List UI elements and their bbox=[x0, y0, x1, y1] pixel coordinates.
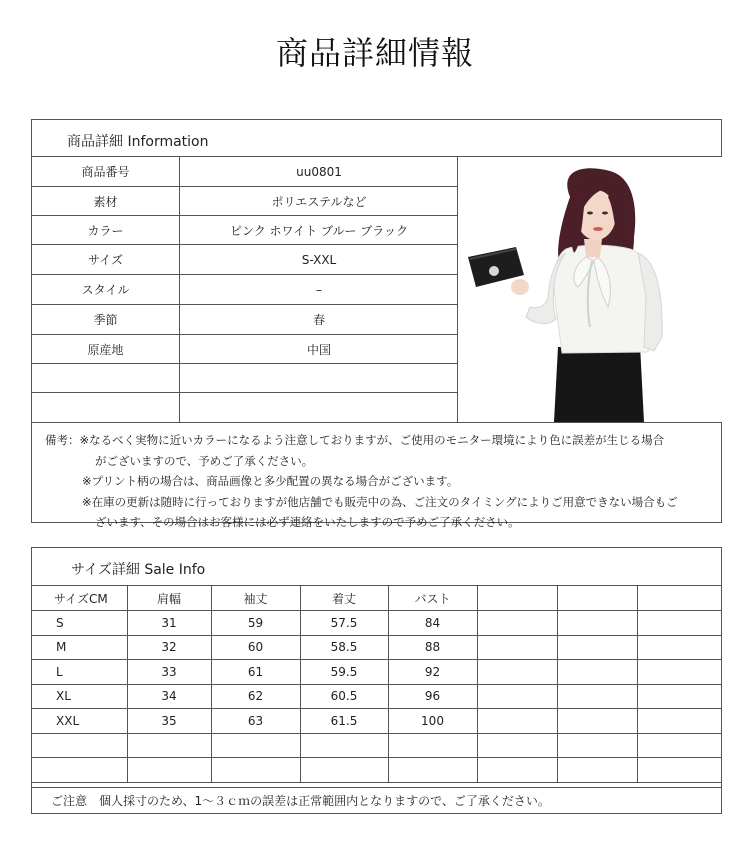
size-table-header-cell: バスト bbox=[388, 586, 477, 611]
remarks bbox=[32, 422, 721, 529]
size-table-cell bbox=[477, 709, 557, 734]
size-table-cell: 62 bbox=[211, 684, 300, 709]
size-table-cell bbox=[477, 733, 557, 758]
spec-row bbox=[32, 245, 458, 275]
size-table-cell: 59.5 bbox=[300, 660, 388, 685]
size-table-header-cell bbox=[557, 586, 637, 611]
size-table-cell bbox=[637, 733, 722, 758]
size-table bbox=[32, 586, 722, 783]
size-table-row bbox=[32, 684, 722, 709]
size-table-header-cell: サイズCM bbox=[32, 586, 127, 611]
size-table-cell: 32 bbox=[127, 635, 211, 660]
size-table-cell bbox=[557, 611, 637, 636]
product-details-header bbox=[32, 120, 721, 157]
size-table-cell bbox=[477, 635, 557, 660]
size-table-cell bbox=[637, 611, 722, 636]
size-table-cell: 96 bbox=[388, 684, 477, 709]
size-details-panel bbox=[31, 547, 722, 814]
size-table-cell: 59 bbox=[211, 611, 300, 636]
size-table-cell bbox=[477, 660, 557, 685]
remark-line: ※プリント柄の場合は、商品画像と多少配置の異なる場合がございます。 bbox=[82, 474, 459, 488]
spec-row bbox=[32, 275, 458, 305]
product-details-title: 商品詳細 Information bbox=[67, 134, 209, 150]
spec-value: ポリエステルなど bbox=[271, 194, 367, 209]
remark-line: ざいます、その場合はお客様には必ず連絡をいたしますので予めご了承ください。 bbox=[95, 515, 520, 529]
remark-line: がございますので、予めご了承ください。 bbox=[95, 453, 314, 468]
product-spec-table bbox=[32, 157, 458, 422]
size-table-cell bbox=[388, 733, 477, 758]
size-table-cell bbox=[32, 758, 127, 783]
spec-value: uu0801 bbox=[296, 164, 342, 179]
size-table-row bbox=[32, 611, 722, 636]
size-details-title: サイズ詳細 Sale Info bbox=[71, 562, 206, 578]
spec-label bbox=[32, 393, 180, 422]
spec-value bbox=[180, 393, 458, 422]
size-table-cell: 34 bbox=[127, 684, 211, 709]
size-table-cell: XXL bbox=[32, 709, 127, 734]
size-table-cell bbox=[557, 758, 637, 783]
size-table-cell bbox=[388, 758, 477, 783]
size-table-header-cell bbox=[477, 586, 557, 611]
size-table-cell bbox=[211, 733, 300, 758]
size-table-cell bbox=[477, 611, 557, 636]
spec-label: 商品番号 bbox=[32, 157, 180, 186]
remark-line: ※在庫の更新は随時に行っておりますが他店舗でも販売中の為、ご注文のタイミングによりご用意できない場合もご bbox=[82, 494, 678, 509]
spec-label: 季節 bbox=[32, 305, 180, 334]
size-table-header-cell: 着丈 bbox=[300, 586, 388, 611]
spec-label: カラー bbox=[32, 216, 180, 244]
size-table-cell: 92 bbox=[388, 660, 477, 685]
size-details-header bbox=[32, 548, 721, 586]
spec-label: スタイル bbox=[32, 275, 180, 304]
size-table-cell: 61.5 bbox=[300, 709, 388, 734]
size-table-cell: 63 bbox=[211, 709, 300, 734]
size-table-cell: S bbox=[32, 611, 127, 636]
size-table-cell bbox=[557, 733, 637, 758]
spec-row bbox=[32, 216, 458, 245]
size-caution-note: ご注意 個人採寸のため、1～３ｃｍの誤差は正常範囲内となりますので、ご了承ください。 bbox=[32, 787, 721, 813]
product-details-panel bbox=[31, 119, 722, 529]
size-table-cell bbox=[211, 758, 300, 783]
size-table-cell: L bbox=[32, 660, 127, 685]
size-table-header-cell: 袖丈 bbox=[211, 586, 300, 611]
size-table-cell: 57.5 bbox=[300, 611, 388, 636]
spec-value: 中国 bbox=[306, 342, 331, 357]
size-table-cell: 88 bbox=[388, 635, 477, 660]
spec-value bbox=[180, 364, 458, 392]
size-table-cell bbox=[637, 709, 722, 734]
spec-row bbox=[32, 335, 458, 364]
size-table-cell bbox=[300, 733, 388, 758]
spec-row bbox=[32, 305, 458, 335]
page-title: 商品詳細情報 bbox=[275, 34, 474, 72]
size-table-cell: 84 bbox=[388, 611, 477, 636]
spec-value: – bbox=[316, 282, 322, 297]
size-table-cell: 60.5 bbox=[300, 684, 388, 709]
size-table-cell: 31 bbox=[127, 611, 211, 636]
spec-row bbox=[32, 364, 458, 393]
size-table-cell: XL bbox=[32, 684, 127, 709]
spec-row bbox=[32, 393, 458, 422]
spec-label bbox=[32, 364, 180, 392]
size-table-cell bbox=[557, 635, 637, 660]
size-table-header-row bbox=[32, 586, 722, 611]
size-table-cell: 61 bbox=[211, 660, 300, 685]
size-table-cell: 33 bbox=[127, 660, 211, 685]
size-table-cell bbox=[557, 709, 637, 734]
size-table-cell: 35 bbox=[127, 709, 211, 734]
size-table-cell: 60 bbox=[211, 635, 300, 660]
size-table-cell bbox=[557, 684, 637, 709]
spec-label: サイズ bbox=[32, 245, 180, 274]
size-table-header-cell bbox=[637, 586, 722, 611]
size-table-cell bbox=[637, 758, 722, 783]
size-table-row bbox=[32, 709, 722, 734]
spec-row bbox=[32, 187, 458, 216]
size-table-cell bbox=[637, 635, 722, 660]
size-table-cell bbox=[127, 758, 211, 783]
size-table-cell bbox=[637, 684, 722, 709]
remark-line: 備考：※なるべく実物に近いカラーになるよう注意しておりますが、ご使用のモニター環境により色に誤差が生じる場合 bbox=[45, 433, 665, 447]
size-table-row bbox=[32, 758, 722, 783]
spec-value: 春 bbox=[312, 313, 325, 327]
size-table-cell bbox=[477, 758, 557, 783]
size-table-cell bbox=[127, 733, 211, 758]
size-table-header-cell: 肩幅 bbox=[127, 586, 211, 611]
spec-row bbox=[32, 157, 458, 187]
size-table-row bbox=[32, 733, 722, 758]
spec-label: 素材 bbox=[32, 187, 180, 215]
product-photo bbox=[458, 157, 722, 422]
size-table-cell: 100 bbox=[388, 709, 477, 734]
size-table-cell: M bbox=[32, 635, 127, 660]
size-table-cell: 58.5 bbox=[300, 635, 388, 660]
size-table-cell bbox=[300, 758, 388, 783]
spec-value: ピンク ホワイト ブルー ブラック bbox=[229, 223, 409, 238]
size-table-cell bbox=[557, 660, 637, 685]
size-table-row bbox=[32, 660, 722, 685]
size-table-row bbox=[32, 635, 722, 660]
size-table-cell bbox=[637, 660, 722, 685]
size-table-cell bbox=[32, 733, 127, 758]
size-table-cell bbox=[477, 684, 557, 709]
spec-value: S-XXL bbox=[301, 252, 337, 267]
spec-label: 原産地 bbox=[32, 335, 180, 363]
